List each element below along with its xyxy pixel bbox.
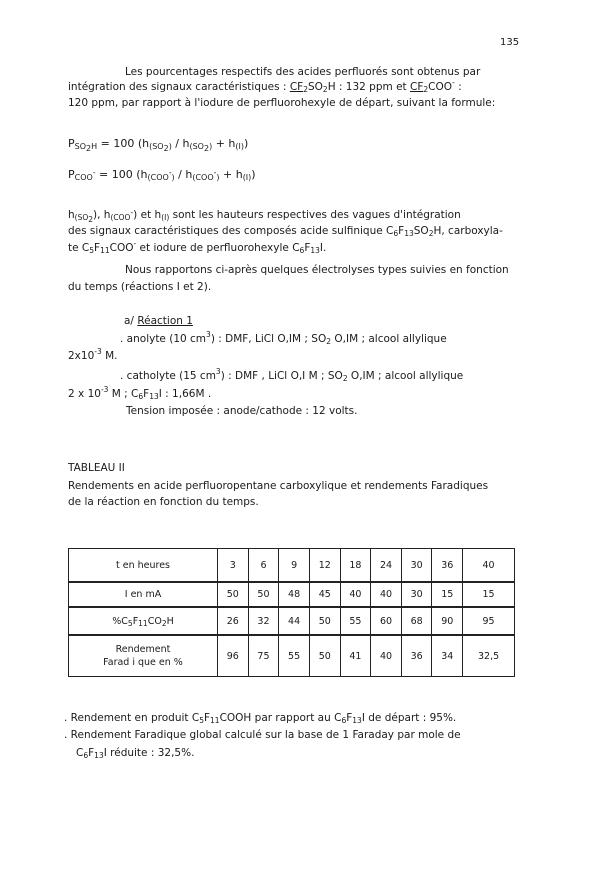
table-row [69, 582, 515, 607]
tableau-caption-2: de la réaction en fonction du temps. [68, 496, 259, 508]
tableau-caption-1: Rendements en acide perfluoropentane carboxylique et rendements Faradiques [68, 480, 489, 492]
table-cell: 96 [218, 635, 249, 677]
page-number: 135 [500, 37, 520, 48]
row-label: I en mA [69, 582, 218, 607]
table-row [69, 607, 515, 635]
row-label: Rendement Farad i que en % [69, 635, 218, 677]
table-cell: 75 [248, 635, 279, 677]
table-cell: 30 [401, 549, 432, 583]
footer-line-1: . Rendement en produit $C_5F_{11}COOH$ par rapport au $C_6F_{13}I$ de départ : 95%. [64, 712, 457, 725]
table-cell: 60 [371, 607, 402, 635]
table-cell: 36 [432, 549, 463, 583]
anolyte-line-2: $2x10^{-3}$ M. [68, 347, 118, 362]
table-cell: 50 [309, 635, 340, 677]
table-cell: 90 [432, 607, 463, 635]
data-table [68, 548, 515, 677]
table-cell: 6 [248, 549, 279, 583]
tableau-title: TABLEAU II [68, 462, 125, 474]
reaction-heading: a/ Réaction 1 [124, 315, 193, 327]
table-cell: 40 [463, 549, 515, 583]
anolyte-line-1: . anolyte (10 $cm^3$) : DMF, LiCl O,IM ; $SO_2$ O,IM ; alcool allylique [120, 330, 447, 346]
heights-line-1: $h_{(SO_2}$), $h_{(COO^-}$) et $h_{(I)}$ sont les hauteurs respectives des vagues d'intégration [68, 208, 461, 224]
table-cell: 40 [371, 635, 402, 677]
table-cell: 68 [401, 607, 432, 635]
electrolyses-line-1: Nous rapportons ci-après quelques électrolyses types suivies en fonction [125, 264, 509, 276]
table-cell: 50 [309, 607, 340, 635]
table-cell: 41 [340, 635, 371, 677]
table-cell: 95 [463, 607, 515, 635]
intro-line-1: Les pourcentages respectifs des acides perfluorés sont obtenus par [125, 66, 481, 78]
heights-line-2: des signaux caractéristiques des composés acide sulfinique $C_6F_{13}SO_2H$, carboxyla- [68, 225, 503, 238]
tension-line: Tension imposée : anode/cathode : 12 volts. [126, 405, 358, 417]
table-cell: 15 [432, 582, 463, 607]
table-row [69, 549, 515, 583]
footer-line-3: $C_6F_{13}I$ réduite : 32,5%. [76, 747, 195, 760]
intro-line-3: 120 ppm, par rapport à l'iodure de perfluorohexyle de départ, suivant la formule: [68, 97, 496, 109]
table-cell: 32,5 [463, 635, 515, 677]
table-cell: 30 [401, 582, 432, 607]
catholyte-line-1: . catholyte (15 $cm^3$) : DMF , LiCl O,I M ; $SO_2$ O,IM ; alcool allylique [120, 367, 464, 383]
table-cell: 15 [463, 582, 515, 607]
table-cell: 12 [309, 549, 340, 583]
table-cell: 40 [371, 582, 402, 607]
heights-line-3: te $C_5F_{11}COO^-$ et iodure de perfluorohexyle $C_6F_{13}I$. [68, 239, 327, 255]
catholyte-line-2: 2 x $10^{-3}$ M ; $C_6F_{13}I$ : 1,66M . [68, 385, 212, 401]
row-label: t en heures [69, 549, 218, 583]
table-cell: 34 [432, 635, 463, 677]
table-cell: 50 [248, 582, 279, 607]
table-cell: 44 [279, 607, 310, 635]
table-cell: 48 [279, 582, 310, 607]
table-cell: 55 [279, 635, 310, 677]
table-cell: 26 [218, 607, 249, 635]
formula-sulfinic: $P_{SO_2H} = 100$ $(h_{(SO_2)} / h_{(SO_2)} + h_{(I)})$ [68, 137, 249, 153]
table-cell: 50 [218, 582, 249, 607]
row-label: $\%C_5F_{11}CO_2H$ [69, 607, 218, 635]
table-cell: 40 [340, 582, 371, 607]
table-cell: 36 [401, 635, 432, 677]
footer-line-2: . Rendement Faradique global calculé sur la base de 1 Faraday par mole de [64, 729, 461, 741]
formula-carboxylic: $P_{COO^-} = 100$ $(h_{(COO^-)} / h_{(COO^-)} + h_{(I)})$ [68, 168, 256, 182]
table-cell: 55 [340, 607, 371, 635]
table-row [69, 635, 515, 677]
table-cell: 24 [371, 549, 402, 583]
table-cell: 18 [340, 549, 371, 583]
table-cell: 32 [248, 607, 279, 635]
table-cell: 9 [279, 549, 310, 583]
electrolyses-line-2: du temps (réactions I et 2). [68, 281, 212, 293]
table-cell: 45 [309, 582, 340, 607]
intro-line-2: intégration des signaux caractéristiques : $CF_2SO_2H$ : 132 ppm et $CF_2COO^-$ : [68, 78, 462, 94]
table-cell: 3 [218, 549, 249, 583]
